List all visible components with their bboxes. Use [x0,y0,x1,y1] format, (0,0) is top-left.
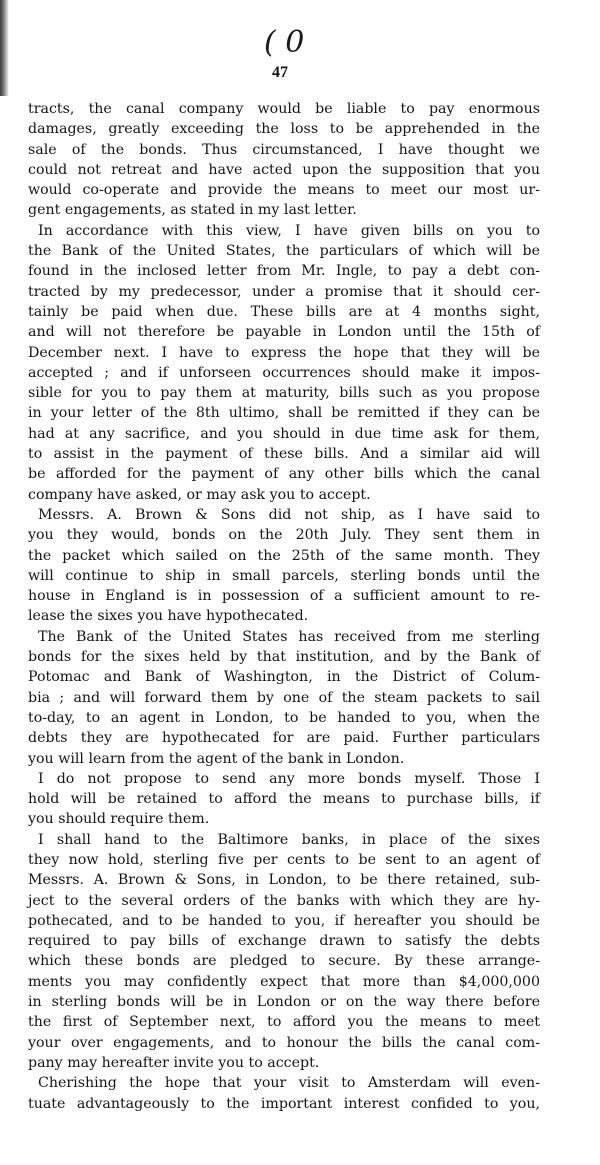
text-line: you should require them. [28,811,210,828]
text-line: I shall hand to the Baltimore banks, in place of the sixes [38,831,540,848]
text-line: company have asked, or may ask you to accept. [28,486,371,503]
paragraph [28,769,540,830]
text-line: tuate advantageously to the important interest confided to you, [28,1095,540,1112]
text-line: will continue to ship in small parcels, sterling bonds until the [28,567,540,584]
text-line: you they would, bonds on the 20th July. They sent them in [28,527,540,544]
text-line: they now hold, sterling five per cents to be sent to an agent of [28,851,540,868]
text-line: tracted by my predecessor, under a promise that it should cer- [28,283,540,300]
text-line: which these bonds are pledged to secure. By these arrange- [28,953,540,970]
paragraph [28,627,540,769]
text-line: and will not therefore be payable in London until the 15th of [28,324,540,341]
text-line: the packet which sailed on the 25th of the same month. They [28,547,540,564]
paragraph [28,1073,540,1114]
text-line: you will learn from the agent of the bank in London. [28,750,405,767]
text-line: ments you may confidently expect that more than $4,000,000 [28,973,540,990]
text-line: damages, greatly exceeding the loss to be apprehended in the [28,121,540,138]
text-line: tainly be paid when due. These bills are at 4 months sight, [28,303,540,320]
text-line: would co-operate and provide the means to meet our most ur- [28,182,540,199]
text-line: had at any sacrifice, and you should in due time ask for them, [28,425,540,442]
text-line: bia ; and will forward them by one of the steam packets to sail [28,689,540,706]
text-line: could not retreat and have acted upon the supposition that you [28,161,540,178]
text-line: Messrs. A. Brown & Sons, in London, to be there retained, sub- [28,872,540,889]
text-line: house in England is in possession of a sufficient amount to re- [28,588,540,605]
text-line: Potomac and Bank of Washington, in the District of Colum- [28,669,540,686]
letter-body-text [28,99,540,1114]
text-line: the Bank of the United States, the particulars of which will be [28,243,540,260]
text-line: pothecated, and to be handed to you, if hereafter you should be [28,912,540,929]
text-line: be afforded for the payment of any other bills which the canal [28,466,540,483]
paragraph [28,505,540,627]
text-line: I do not propose to send any more bonds myself. Those I [38,770,540,787]
text-line: Messrs. A. Brown & Sons did not ship, as I have said to [38,506,540,523]
paragraph [28,221,540,505]
text-line: Cherishing the hope that your visit to Amsterdam will even- [38,1075,540,1092]
text-line: to assist in the payment of these bills. And a similar aid will [28,446,540,463]
text-line: bonds for the sixes held by that institution, and by the Bank of [28,649,540,666]
text-line: in your letter of the 8th ultimo, shall be remitted if they can be [28,405,540,422]
text-line: In accordance with this view, I have given bills on you to [38,222,540,239]
text-line: hold will be retained to afford the means to purchase bills, if [28,791,540,808]
text-line: lease the sixes you have hypothecated. [28,608,309,625]
text-line: gent engagements, as stated in my last letter. [28,202,357,219]
text-line: sible for you to pay them at maturity, bills such as you propose [28,385,540,402]
paragraph [28,830,540,1074]
text-line: pany may hereafter invite you to accept. [28,1054,320,1071]
text-line: debts they are hypothecated for are paid. Further particulars [28,730,540,747]
paragraph [28,99,540,221]
page-number: 47 [272,64,288,81]
text-line: found in the inclosed letter from Mr. Ingle, to pay a debt con- [28,263,540,280]
text-line: December next. I have to express the hope that they will be [28,344,540,361]
text-line: required to pay bills of exchange drawn to satisfy the debts [28,933,540,950]
text-line: your over engagements, and to honour the bills the canal com- [28,1034,540,1051]
text-line: the first of September next, to afford you the means to meet [28,1014,540,1031]
text-line: sale of the bonds. Thus circumstanced, I have thought we [28,141,540,158]
text-line: to-day, to an agent in London, to be handed to you, when the [28,709,540,726]
text-line: The Bank of the United States has received from me sterling [38,628,540,645]
text-line: tracts, the canal company would be liable to pay enormous [28,101,540,117]
text-line: in sterling bonds will be in London or on the way there before [28,994,540,1011]
margin-handwritten-mark: ( 0 [264,25,305,60]
text-line: ject to the several orders of the banks with which they are hy- [28,892,540,909]
text-line: accepted ; and if unforseen occurrences should make it impos- [28,364,540,381]
